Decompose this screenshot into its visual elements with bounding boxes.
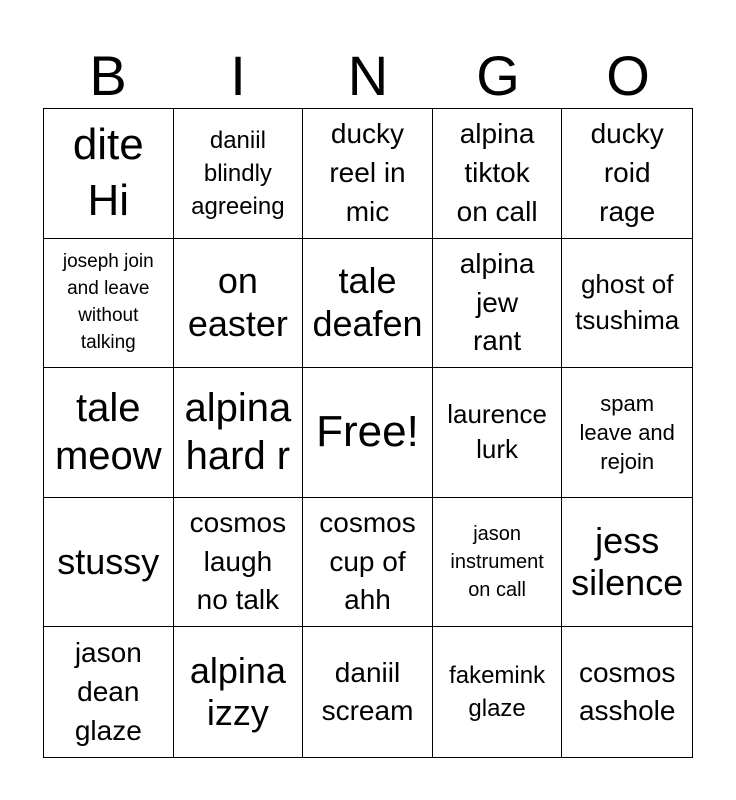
bingo-cell-r1c5[interactable]: ducky roid rage [562,109,692,239]
header-letter-g: G [476,44,520,107]
bingo-board [43,108,693,758]
bingo-cell-r5c3[interactable]: daniil scream [303,627,433,757]
bingo-cell-r1c2[interactable]: daniil blindly agreeing [174,109,304,239]
bingo-cell-r5c4[interactable]: fakemink glaze [433,627,563,757]
bingo-cell-r4c1[interactable]: stussy [44,498,174,628]
header-letter-b: B [89,44,127,107]
bingo-cell-r1c3[interactable]: ducky reel in mic [303,109,433,239]
bingo-cell-r1c4[interactable]: alpina tiktok on call [433,109,563,239]
bingo-cell-r4c5[interactable]: jess silence [562,498,692,628]
bingo-cell-r2c4[interactable]: alpina jew rant [433,239,563,369]
bingo-cell-r2c5[interactable]: ghost of tsushima [562,239,692,369]
bingo-cell-r2c3[interactable]: tale deafen [303,239,433,369]
bingo-header [43,44,693,108]
bingo-cell-r3c2[interactable]: alpina hard r [174,368,304,498]
bingo-cell-r2c1[interactable]: joseph join and leave without talking [44,239,174,369]
header-letter-n: N [347,44,389,107]
bingo-cell-r5c5[interactable]: cosmos asshole [578,656,676,727]
bingo-cell-r2c2[interactable]: on easter [174,239,304,369]
bingo-cell-r3c3[interactable]: Free! [303,368,433,498]
bingo-cell-r5c2[interactable]: alpina izzy [174,627,304,757]
bingo-cell-r4c4[interactable]: jason instrument on call [433,498,563,628]
bingo-cell-r1c1[interactable]: dite Hi [44,109,174,239]
bingo-cell-r3c1[interactable]: tale meow [44,368,174,498]
bingo-cell-r4c2[interactable]: cosmos laugh no talk [174,498,304,628]
bingo-cell-r4c3[interactable]: cosmos cup of ahh [303,498,433,628]
header-letter-i: I [230,44,246,107]
header-letter-o: O [606,44,650,107]
bingo-cell-r5c1[interactable]: jason dean glaze [44,627,174,757]
bingo-cell-r3c4[interactable]: laurence lurk [433,368,563,498]
bingo-cell-r3c5[interactable]: spam leave and rejoin [562,368,692,498]
